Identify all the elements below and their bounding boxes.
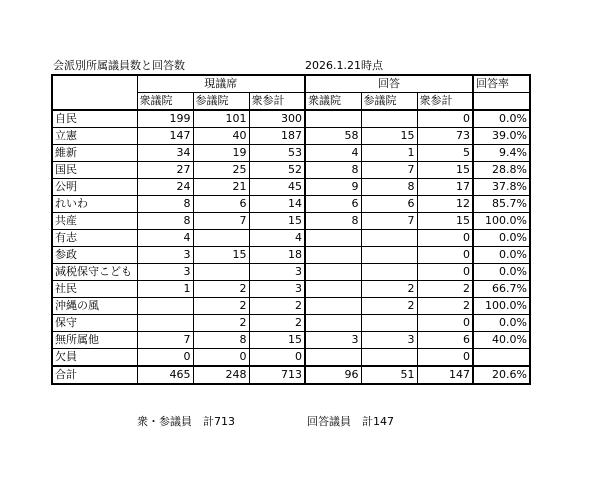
count-cell: 0 [417, 315, 473, 332]
party-name: 立憲 [52, 128, 137, 145]
count-cell: 34 [137, 145, 193, 162]
party-name: 無所属他 [52, 332, 137, 349]
count-cell: 8 [137, 196, 193, 213]
count-cell: 7 [361, 162, 417, 179]
count-cell [361, 349, 417, 367]
count-cell [361, 110, 417, 128]
count-cell [137, 298, 193, 315]
count-cell: 45 [249, 179, 305, 196]
header-sub: 参議院 [193, 93, 249, 111]
count-cell [193, 230, 249, 247]
header-answer-rate: 回答率 [473, 75, 530, 93]
answer-rate-cell [473, 349, 530, 367]
count-cell: 199 [137, 110, 193, 128]
count-cell [305, 264, 361, 281]
party-name: 共産 [52, 213, 137, 230]
count-cell: 4 [305, 145, 361, 162]
table-row [52, 315, 530, 332]
party-name: 有志 [52, 230, 137, 247]
total-row [52, 366, 530, 384]
answer-rate-cell: 66.7% [473, 281, 530, 298]
count-cell: 6 [417, 332, 473, 349]
count-cell: 0 [249, 349, 305, 367]
footer-total-members: 衆・参議員 計713 [137, 415, 235, 428]
count-cell [305, 298, 361, 315]
party-name: 減税保守こども [52, 264, 137, 281]
count-cell: 0 [417, 110, 473, 128]
count-cell [305, 110, 361, 128]
answer-rate-cell: 0.0% [473, 264, 530, 281]
table-row [52, 179, 530, 196]
count-cell: 51 [361, 366, 417, 384]
count-cell: 9 [305, 179, 361, 196]
count-cell: 14 [249, 196, 305, 213]
table-row [52, 349, 530, 367]
count-cell: 7 [361, 213, 417, 230]
count-cell: 1 [137, 281, 193, 298]
header-sub [473, 93, 530, 111]
count-cell: 2 [193, 298, 249, 315]
count-cell [305, 281, 361, 298]
count-cell: 21 [193, 179, 249, 196]
count-cell: 8 [193, 332, 249, 349]
count-cell: 25 [193, 162, 249, 179]
count-cell: 2 [249, 298, 305, 315]
count-cell: 3 [137, 247, 193, 264]
party-name: 欠員 [52, 349, 137, 367]
count-cell: 15 [249, 213, 305, 230]
count-cell: 73 [417, 128, 473, 145]
party-name: 国民 [52, 162, 137, 179]
table-row [52, 281, 530, 298]
header-sub: 衆議院 [137, 93, 193, 111]
answer-rate-cell: 0.0% [473, 230, 530, 247]
count-cell: 12 [417, 196, 473, 213]
answer-rate-cell: 37.8% [473, 179, 530, 196]
party-response-table [51, 74, 531, 385]
party-name: 自民 [52, 110, 137, 128]
answer-rate-cell: 28.8% [473, 162, 530, 179]
count-cell: 300 [249, 110, 305, 128]
count-cell: 6 [361, 196, 417, 213]
count-cell: 713 [249, 366, 305, 384]
count-cell: 2 [361, 281, 417, 298]
count-cell: 3 [249, 264, 305, 281]
table-row [52, 213, 530, 230]
answer-rate-cell: 40.0% [473, 332, 530, 349]
table-row [52, 162, 530, 179]
count-cell: 24 [137, 179, 193, 196]
count-cell: 1 [361, 145, 417, 162]
party-name: 参政 [52, 247, 137, 264]
count-cell: 2 [249, 315, 305, 332]
table-row [52, 332, 530, 349]
count-cell [361, 315, 417, 332]
count-cell: 3 [361, 332, 417, 349]
count-cell: 58 [305, 128, 361, 145]
count-cell: 0 [417, 349, 473, 367]
answer-rate-cell: 0.0% [473, 110, 530, 128]
count-cell: 8 [361, 179, 417, 196]
party-name: れいわ [52, 196, 137, 213]
header-sub: 衆参計 [417, 93, 473, 111]
table-row [52, 128, 530, 145]
header-row-group [52, 75, 530, 93]
party-name: 合計 [52, 366, 137, 384]
table-row [52, 145, 530, 162]
answer-rate-cell: 100.0% [473, 298, 530, 315]
answer-rate-cell: 100.0% [473, 213, 530, 230]
count-cell: 0 [137, 349, 193, 367]
table-row [52, 264, 530, 281]
header-current-seats: 現議席 [137, 75, 305, 93]
count-cell: 0 [417, 230, 473, 247]
count-cell: 96 [305, 366, 361, 384]
count-cell: 4 [137, 230, 193, 247]
answer-rate-cell: 39.0% [473, 128, 530, 145]
party-name: 社民 [52, 281, 137, 298]
count-cell: 187 [249, 128, 305, 145]
count-cell: 2 [417, 281, 473, 298]
count-cell: 3 [305, 332, 361, 349]
header-sub: 衆参計 [249, 93, 305, 111]
party-name: 保守 [52, 315, 137, 332]
count-cell [361, 230, 417, 247]
count-cell [305, 349, 361, 367]
count-cell: 15 [193, 247, 249, 264]
count-cell: 3 [137, 264, 193, 281]
header-sub: 参議院 [361, 93, 417, 111]
count-cell: 27 [137, 162, 193, 179]
count-cell [305, 230, 361, 247]
header-answers: 回答 [305, 75, 473, 93]
count-cell: 7 [193, 213, 249, 230]
count-cell: 7 [137, 332, 193, 349]
count-cell [137, 315, 193, 332]
table-title: 会派別所属議員数と回答数 [53, 59, 185, 72]
count-cell: 2 [193, 315, 249, 332]
table-row [52, 298, 530, 315]
count-cell [361, 247, 417, 264]
answer-rate-cell: 9.4% [473, 145, 530, 162]
count-cell: 3 [249, 281, 305, 298]
count-cell: 2 [417, 298, 473, 315]
count-cell: 8 [305, 213, 361, 230]
table-row [52, 110, 530, 128]
count-cell: 0 [417, 264, 473, 281]
count-cell: 53 [249, 145, 305, 162]
party-name: 公明 [52, 179, 137, 196]
count-cell: 4 [249, 230, 305, 247]
count-cell [193, 264, 249, 281]
party-name: 維新 [52, 145, 137, 162]
count-cell [361, 264, 417, 281]
count-cell: 147 [137, 128, 193, 145]
count-cell: 8 [305, 162, 361, 179]
count-cell: 147 [417, 366, 473, 384]
count-cell: 8 [137, 213, 193, 230]
count-cell [305, 247, 361, 264]
count-cell: 465 [137, 366, 193, 384]
count-cell: 15 [417, 162, 473, 179]
count-cell: 2 [193, 281, 249, 298]
answer-rate-cell: 0.0% [473, 315, 530, 332]
count-cell: 0 [417, 247, 473, 264]
as-of-date: 2026.1.21時点 [305, 59, 383, 72]
count-cell: 15 [361, 128, 417, 145]
count-cell: 15 [249, 332, 305, 349]
count-cell: 19 [193, 145, 249, 162]
answer-rate-cell: 20.6% [473, 366, 530, 384]
count-cell: 6 [305, 196, 361, 213]
header-sub: 衆議院 [305, 93, 361, 111]
count-cell: 0 [193, 349, 249, 367]
party-name: 沖縄の風 [52, 298, 137, 315]
count-cell: 18 [249, 247, 305, 264]
count-cell: 248 [193, 366, 249, 384]
count-cell [305, 315, 361, 332]
count-cell: 101 [193, 110, 249, 128]
table-row [52, 196, 530, 213]
count-cell: 2 [361, 298, 417, 315]
table-row [52, 230, 530, 247]
footer-total-answers: 回答議員 計147 [307, 415, 394, 428]
count-cell: 15 [417, 213, 473, 230]
count-cell: 6 [193, 196, 249, 213]
count-cell: 17 [417, 179, 473, 196]
count-cell: 52 [249, 162, 305, 179]
count-cell: 5 [417, 145, 473, 162]
answer-rate-cell: 0.0% [473, 247, 530, 264]
table-row [52, 247, 530, 264]
answer-rate-cell: 85.7% [473, 196, 530, 213]
count-cell: 40 [193, 128, 249, 145]
header-party [52, 75, 137, 110]
